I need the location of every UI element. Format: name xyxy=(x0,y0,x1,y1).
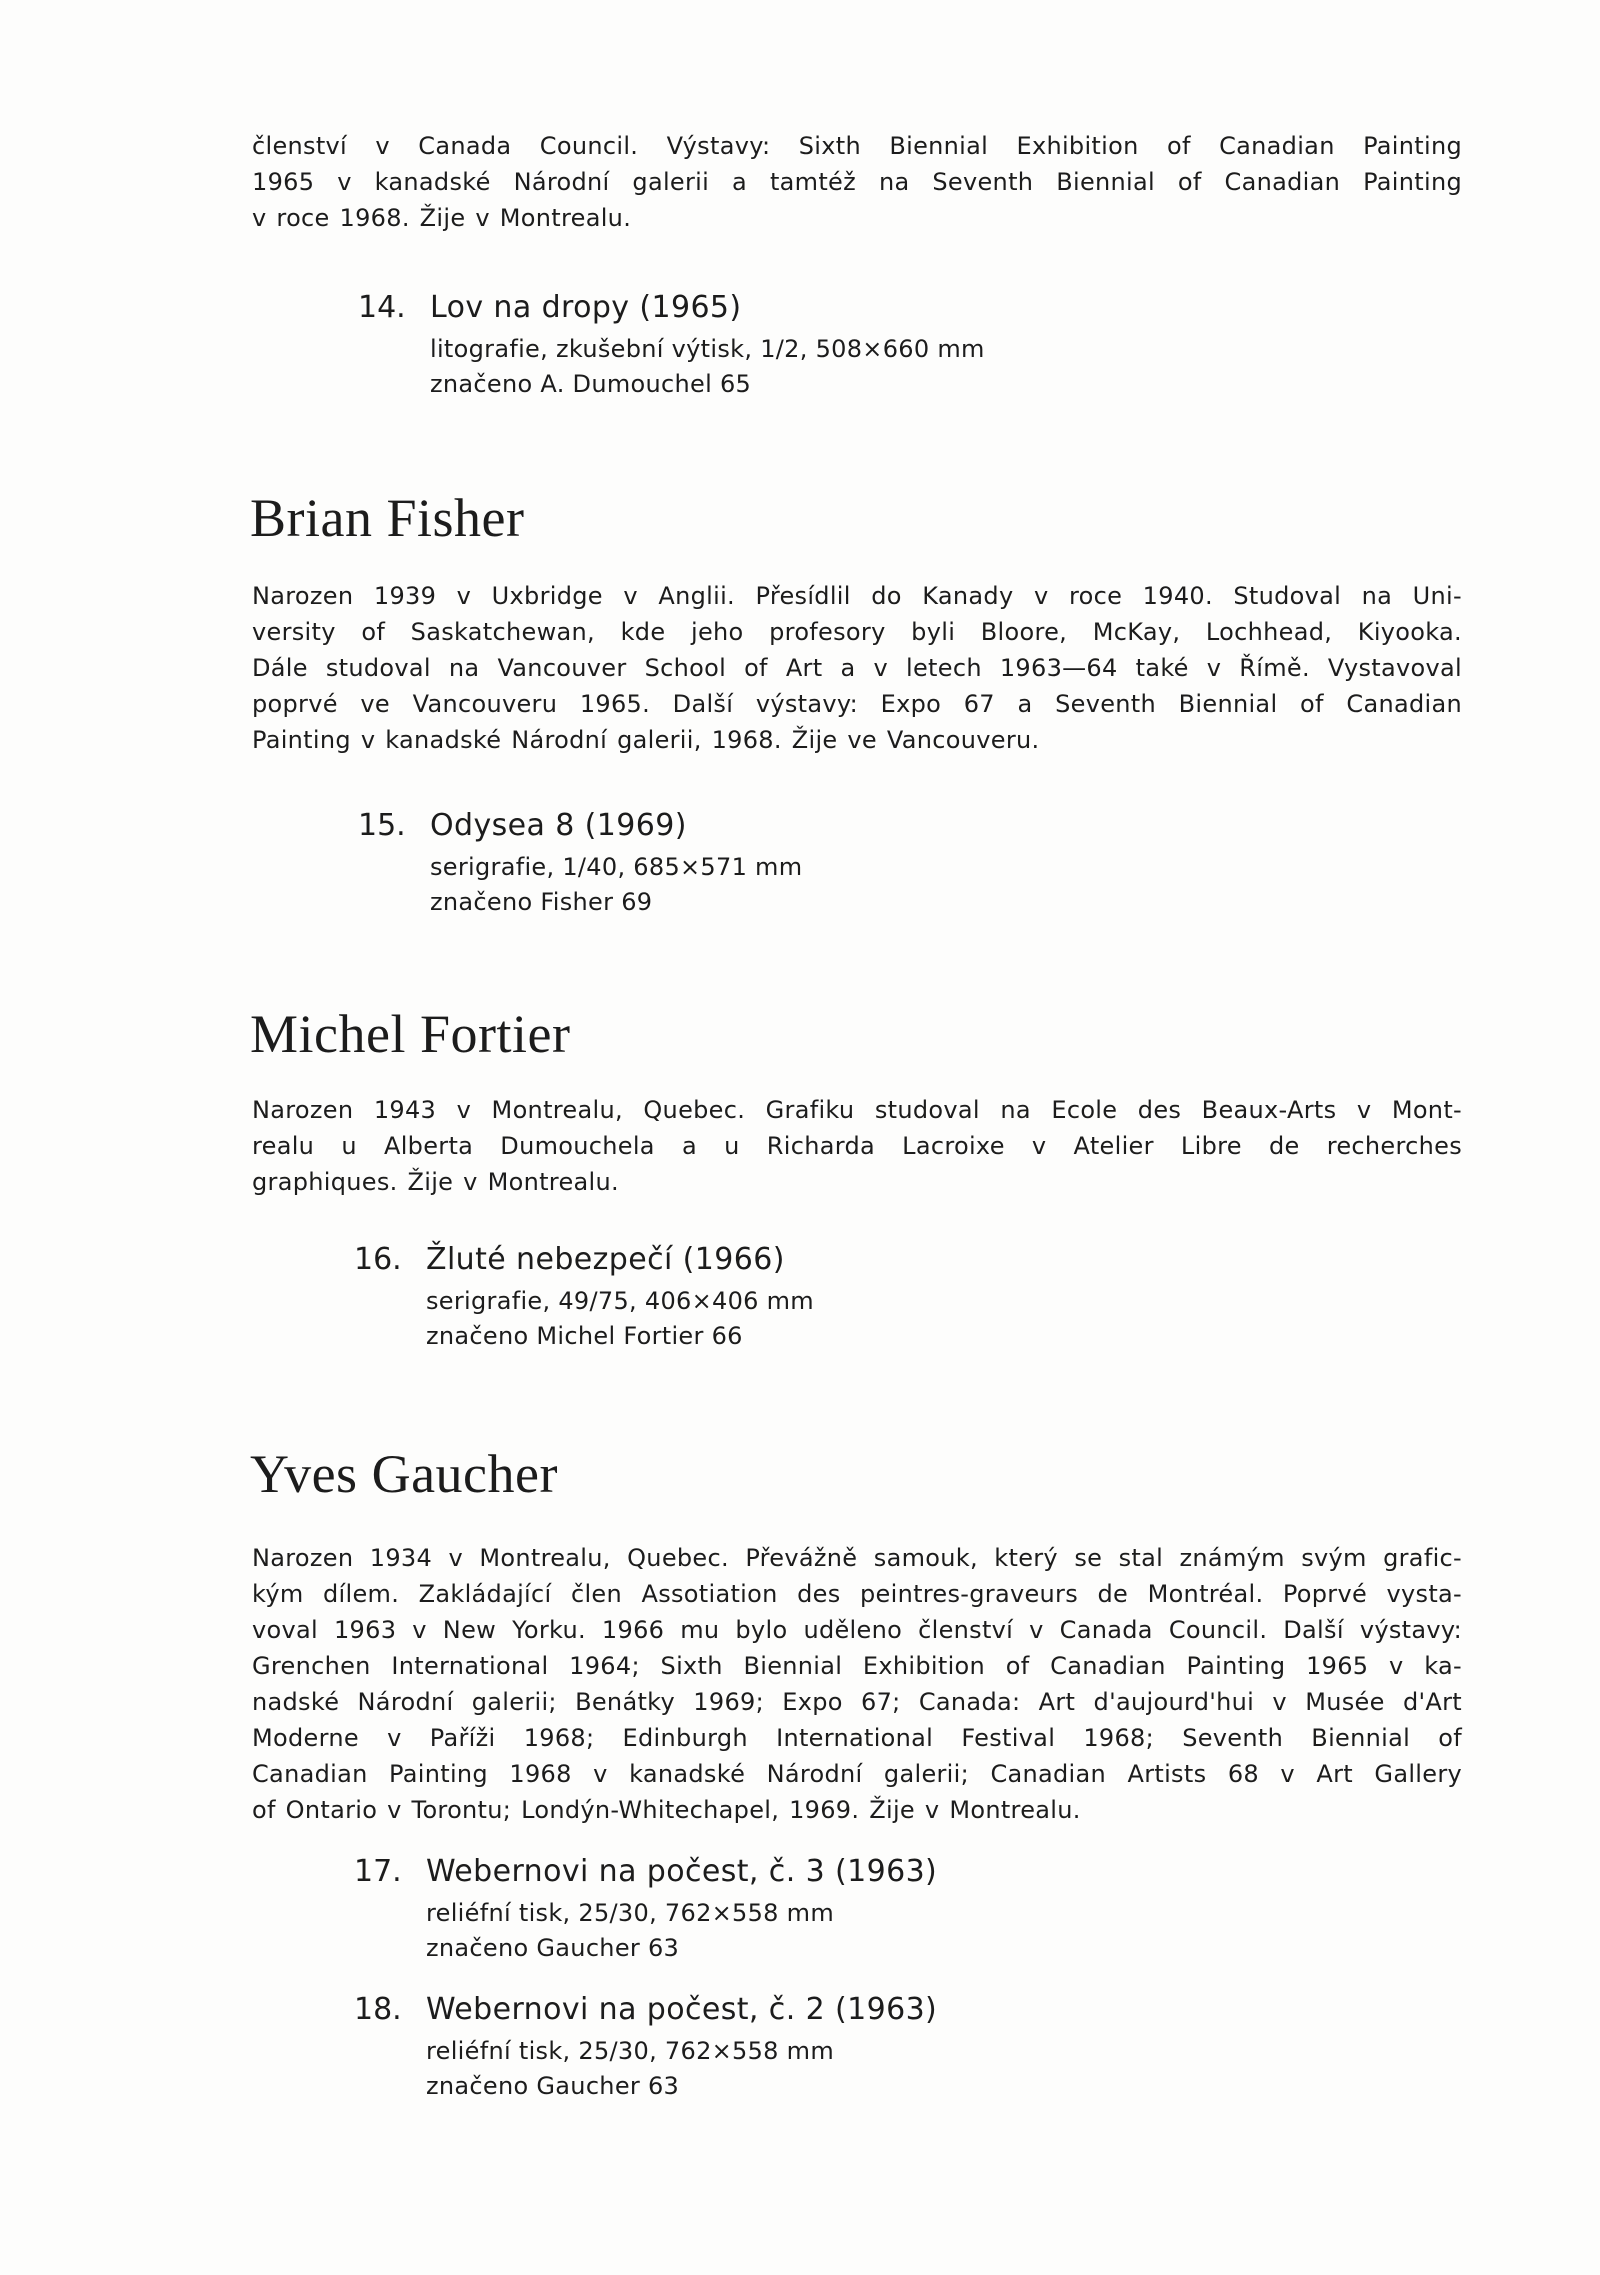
bio-paragraph-fisher xyxy=(252,578,1462,758)
work-detail: serigrafie, 49/75, 406×406 mm xyxy=(426,1287,814,1315)
work-title: Žluté nebezpečí (1966) xyxy=(426,1242,785,1277)
bio-line: Narozen 1934 v Montrealu, Quebec. Převážně samouk, který se stal známým svým grafic- xyxy=(252,1544,1462,1572)
artist-name: Michel Fortier xyxy=(250,1004,571,1064)
bio-line: 1965 v kanadské Národní galerii a tamtéž na Seventh Biennial of Canadian Painting xyxy=(252,168,1462,196)
artist-name: Brian Fisher xyxy=(250,488,525,548)
work-signature: značeno Gaucher 63 xyxy=(426,2072,680,2100)
bio-line: versity of Saskatchewan, kde jeho profesory byli Bloore, McKay, Lochhead, Kiyooka. xyxy=(252,618,1462,646)
bio-paragraph-dumouchel xyxy=(252,128,1462,236)
bio-paragraph-gaucher xyxy=(252,1540,1462,1828)
work-signature: značeno Gaucher 63 xyxy=(426,1934,680,1962)
artist-name: Yves Gaucher xyxy=(250,1444,558,1504)
work-signature: značeno A. Dumouchel 65 xyxy=(430,370,752,398)
bio-line: Canadian Painting 1968 v kanadské Národní galerii; Canadian Artists 68 v Art Gallery xyxy=(252,1760,1462,1788)
bio-line: v roce 1968. Žije v Montrealu. xyxy=(252,204,632,232)
work-detail: serigrafie, 1/40, 685×571 mm xyxy=(430,853,803,881)
work-number: 17. xyxy=(354,1854,402,1889)
bio-line: graphiques. Žije v Montrealu. xyxy=(252,1168,619,1196)
work-detail: litografie, zkušební výtisk, 1/2, 508×660 mm xyxy=(430,335,985,363)
bio-line: of Ontario v Torontu; Londýn-Whitechapel, 1969. Žije v Montrealu. xyxy=(252,1796,1081,1824)
work-title: Webernovi na počest, č. 2 (1963) xyxy=(426,1992,938,2027)
work-detail: reliéfní tisk, 25/30, 762×558 mm xyxy=(426,2037,835,2065)
bio-line: nadské Národní galerii; Benátky 1969; Expo 67; Canada: Art d'aujourd'hui v Musée d'Art xyxy=(252,1688,1462,1716)
bio-line: Narozen 1943 v Montrealu, Quebec. Grafiku studoval na Ecole des Beaux-Arts v Mont- xyxy=(252,1096,1462,1124)
bio-line: Moderne v Paříži 1968; Edinburgh International Festival 1968; Seventh Biennial of xyxy=(252,1724,1462,1752)
work-number: 14. xyxy=(358,290,406,325)
work-number: 16. xyxy=(354,1242,402,1277)
bio-line: Dále studoval na Vancouver School of Art a v letech 1963—64 také v Římě. Vystavoval xyxy=(252,654,1462,682)
work-signature: značeno Fisher 69 xyxy=(430,888,653,916)
work-title: Lov na dropy (1965) xyxy=(430,290,742,325)
bio-line: Painting v kanadské Národní galerii, 1968. Žije ve Vancouveru. xyxy=(252,726,1040,754)
work-number: 18. xyxy=(354,1992,402,2027)
bio-line: Narozen 1939 v Uxbridge v Anglii. Přesídlil do Kanady v roce 1940. Studoval na Uni- xyxy=(252,582,1462,610)
bio-line: realu u Alberta Dumouchela a u Richarda Lacroixe v Atelier Libre de recherches xyxy=(252,1132,1462,1160)
work-number: 15. xyxy=(358,808,406,843)
work-title: Webernovi na počest, č. 3 (1963) xyxy=(426,1854,938,1889)
work-signature: značeno Michel Fortier 66 xyxy=(426,1322,743,1350)
bio-line: poprvé ve Vancouveru 1965. Další výstavy: Expo 67 a Seventh Biennial of Canadian xyxy=(252,690,1462,718)
work-title: Odysea 8 (1969) xyxy=(430,808,687,843)
bio-line: voval 1963 v New Yorku. 1966 mu bylo uděleno členství v Canada Council. Další výstavy: xyxy=(252,1616,1462,1644)
bio-line: kým dílem. Zakládající člen Assotiation des peintres-graveurs de Montréal. Poprvé vysta- xyxy=(252,1580,1462,1608)
bio-line: Grenchen International 1964; Sixth Biennial Exhibition of Canadian Painting 1965 v ka- xyxy=(252,1652,1462,1680)
work-detail: reliéfní tisk, 25/30, 762×558 mm xyxy=(426,1899,835,1927)
bio-paragraph-fortier xyxy=(252,1092,1462,1200)
bio-line: členství v Canada Council. Výstavy: Sixth Biennial Exhibition of Canadian Painting xyxy=(252,132,1462,160)
